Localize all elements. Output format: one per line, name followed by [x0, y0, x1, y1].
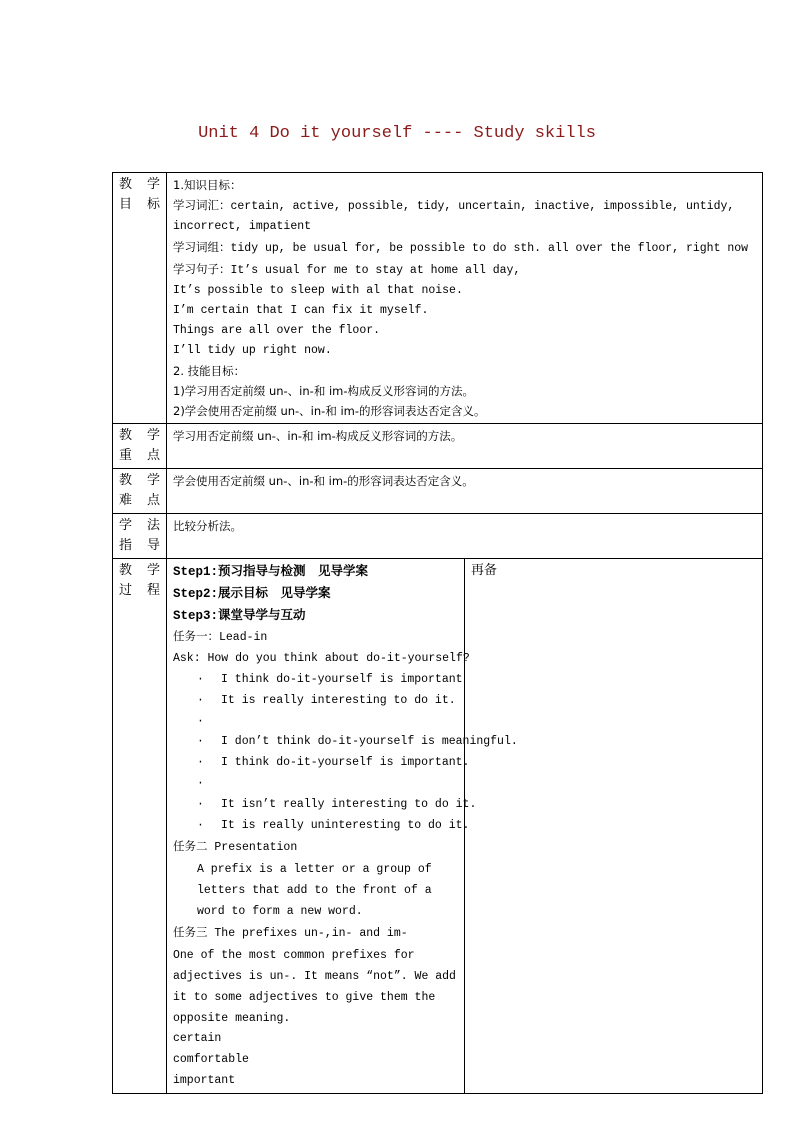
table-row-goals [113, 173, 763, 424]
word-1: certain [173, 1031, 222, 1045]
bullet-list [173, 670, 518, 836]
bullet-icon: · [197, 714, 204, 728]
list-item [173, 774, 458, 795]
goals-content [167, 173, 763, 424]
phrase-line [173, 237, 756, 259]
sentence-2: It’s possible to sleep with al that noise. [173, 284, 463, 297]
step-2-text: 展示目标 见导学案 [218, 584, 331, 600]
skill-goal-1: 1)学习用否定前缀 un-、in-和 im-构成反义形容词的方法。 [173, 384, 475, 398]
list-item [173, 670, 463, 691]
step-1-code: Step1: [173, 565, 219, 579]
skill-goal-heading: 2. 技能目标： [173, 364, 246, 378]
step-1 [173, 561, 458, 583]
key-points-text: 学习用否定前缀 un-、in-和 im-构成反义形容词的方法。 [173, 429, 463, 443]
bullet-icon: · [197, 672, 204, 686]
task-1 [173, 626, 458, 649]
vocab-text: certain, active, possible, tidy, uncertain, inactive, impossible, untidy, [230, 200, 735, 213]
lesson-plan-table [112, 172, 763, 1094]
bullet-icon: · [197, 776, 204, 790]
skill-goal-2: 2)学会使用否定前缀 un-、in-和 im-的形容词表达否定含义。 [173, 404, 486, 418]
table-row-difficulties [113, 469, 763, 514]
bullet-text: I think do-it-yourself is important. [221, 756, 470, 770]
bullet-text: I think do-it-yourself is important [221, 672, 463, 686]
method-text: 比较分析法。 [173, 519, 242, 533]
knowledge-goal-heading: 1.知识目标： [173, 178, 242, 192]
prefix-paragraph: One of the most common prefixes for adjectives is un-. It means “not”. We add it to some adjectives to give them the opposite meaning. [173, 948, 456, 1025]
bullet-icon: · [197, 818, 204, 832]
ask-line: Ask: How do you think about do-it-yourself? [173, 652, 470, 666]
row-label-goals: 教 学 目标 [113, 173, 167, 424]
sentence-line [173, 259, 756, 281]
step-3 [173, 605, 458, 627]
bullet-text: It isn’t really interesting to do it. [221, 797, 477, 811]
sentence-4: Things are all over the floor. [173, 324, 381, 337]
task-1-text: Lead-in [219, 631, 268, 645]
revision-note: 再备 [471, 563, 498, 578]
difficulties-content [167, 469, 763, 514]
list-item [173, 712, 458, 733]
task-3 [173, 922, 458, 945]
list-item [173, 691, 458, 712]
step-1-text: 预习指导与检测 见导学案 [218, 563, 369, 578]
bullet-text: I don’t think do-it-yourself is meaningful. [221, 735, 518, 749]
table-row-process [113, 559, 763, 1094]
task-2-label: 任务二 [173, 839, 208, 854]
task-2 [173, 836, 458, 859]
step-2 [173, 583, 458, 605]
sentence-3: I’m certain that I can fix it myself. [173, 304, 429, 317]
phrase-text: tidy up, be usual for, be possible to do sth. all over the floor, right now [230, 242, 749, 255]
list-item [173, 816, 470, 837]
list-item [173, 753, 470, 774]
task-2-text: Presentation [214, 841, 298, 855]
vocab-line [173, 195, 756, 217]
task-1-label: 任务一： [173, 629, 219, 644]
table-row-method [113, 514, 763, 559]
row-label-difficulties: 教 学 难点 [113, 469, 167, 514]
row-label-method: 学 法 指导 [113, 514, 167, 559]
row-label-key-points: 教 学 重点 [113, 424, 167, 469]
key-points-content [167, 424, 763, 469]
row-label-process: 教 学 过程 [113, 559, 167, 1094]
difficulties-text: 学会使用否定前缀 un-、in-和 im-的形容词表达否定含义。 [173, 474, 474, 488]
sentence-5: I’ll tidy up right now. [173, 344, 332, 357]
vocab-label: 学习词汇： [173, 198, 231, 212]
bullet-text: It is really uninteresting to do it. [221, 818, 470, 832]
page-title: Unit 4 Do it yourself ---- Study skills [198, 124, 596, 143]
bullet-icon: · [197, 735, 204, 749]
phrase-label: 学习词组： [173, 240, 231, 254]
task-3-text: The prefixes un-,in- and im- [214, 927, 408, 941]
sentence-text: It’s usual for me to stay at home all day, [230, 264, 521, 277]
table-row-key-points [113, 424, 763, 469]
list-item [173, 795, 477, 816]
word-2: comfortable [173, 1052, 249, 1066]
revision-note-cell [465, 559, 763, 1094]
step-2-code: Step2: [173, 586, 219, 601]
step-3-code: Step3: [173, 608, 219, 623]
method-content [167, 514, 763, 559]
step-3-text: 课堂导学与互动 [218, 606, 306, 622]
list-item [173, 732, 518, 753]
presentation-text: A prefix is a letter or a group of letters that add to the front of a word to form a new word. [197, 863, 432, 919]
bullet-text: It is really interesting to do it. [221, 693, 456, 707]
vocab-line-2: incorrect, impatient [173, 220, 312, 233]
task-3-label: 任务三 [173, 925, 208, 940]
word-3: important [173, 1073, 236, 1087]
bullet-icon: · [197, 756, 204, 770]
bullet-icon: · [197, 797, 204, 811]
sentence-label: 学习句子： [173, 262, 231, 276]
bullet-icon: · [197, 693, 204, 707]
